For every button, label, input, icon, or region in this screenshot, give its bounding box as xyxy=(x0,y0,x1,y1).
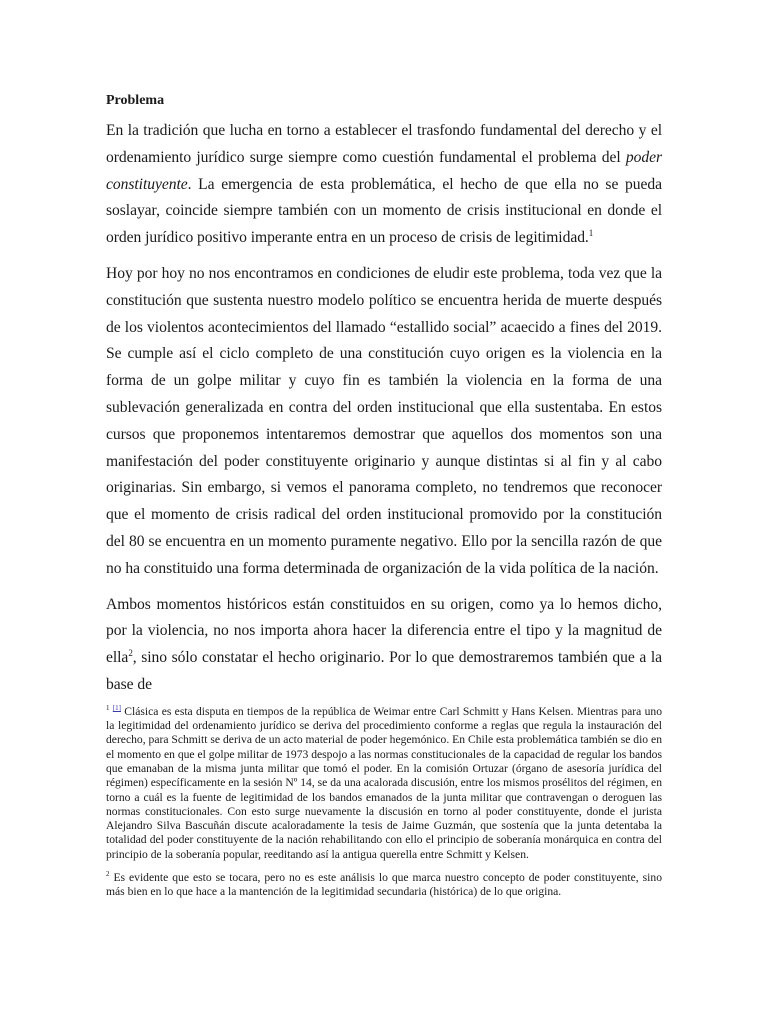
footnote-marker-1[interactable]: 1 xyxy=(588,228,594,238)
footnote-1-backlink[interactable]: [1] xyxy=(112,703,121,712)
section-heading: Problema xyxy=(106,93,165,108)
footnote-1-text: Clásica es esta disputa en tiempos de la república de Weimar entre Carl Schmitt y Hans Kelsen. Mientras para uno la legitimidad del ordenamiento jurídico se deriva del procedimiento conforme a reglas que regula la instauración del derecho, para Schmitt se deriva de un acto material de poder hegemónico. En Chile esta problemática también se dio en el momento en que el golpe militar de 1973 despojo a las normas constitucionales de la capacidad de regular los bandos que emanaban de la misma junta militar que tomó el poder. En la comisión Ortuzar (órgano de asesoría jurídica del régimen) específicamente en la sesión Nº 14, se da una acalorada discusión, entre los mismos prosélitos del régimen, en torno a cuál es la fuente de legitimidad de los bandos emanados de la junta militar que contravengan o deroguen las normas constitucionales. Con esto surge nuevamente la discusión en torno al poder constituyente, donde el jurista Alejandro Silva Bascuñán discute acaloradamente la tesis de Jaime Guzmán, que sostenía que la junta detentaba la totalidad del poder constituyente de la nación rehabilitando con ello el principio de soberanía monárquica en contra del principio de la soberanía popular, reeditando así la antigua querella entre Schmitt y Kelsen. xyxy=(106,704,662,861)
footnote-2 xyxy=(106,871,662,900)
paragraph-1-text-b: . La emergencia de esta problemática, el hecho de que ella no se pueda soslayar, coincide siempre también con un momento de crisis institucional en donde el orden jurídico positivo imperante entra en un proceso de crisis de legitimidad. xyxy=(106,175,662,247)
footnote-marker-2[interactable]: 2 xyxy=(128,647,133,658)
footnote-2-text: Es evidente que esto se tocara, pero no es este análisis lo que marca nuestro concepto de poder constituyente, sino más bien en lo que hace a la mantención de la legitimidad secundaria (histórica) de lo que origina. xyxy=(106,871,662,899)
paragraph-3-text-b: , sino sólo constatar el hecho originario. Por lo que demostraremos también que a la base de xyxy=(106,649,662,693)
paragraph-3-text-a: Ambos momentos históricos están constituidos en su origen, como ya lo hemos dicho, por la violencia, no nos importa ahora hacer la diferencia entre el tipo y la magnitud de ella xyxy=(106,595,662,667)
paragraph-1 xyxy=(106,118,662,252)
footnote-1 xyxy=(106,705,662,862)
footnote-1-number: 1 xyxy=(106,703,110,712)
footnotes-section xyxy=(106,705,662,900)
paragraph-1-italic-term: poder constituyente xyxy=(106,148,662,193)
paragraph-2: Hoy por hoy no nos encontramos en condiciones de eludir este problema, toda vez que la constitución que sustenta nuestro modelo político se encuentra herida de muerte después de los violentos acontecimientos del llamado “estallido social” acaecido a fines del 2019. Se cumple así el ciclo completo de una constitución cuyo origen es la violencia en la forma de un golpe militar y cuyo fin es también la violencia en la forma de una sublevación generalizada en contra del orden institucional que ella sustentaba. En estos cursos que proponemos intentaremos demostrar que aquellos dos momentos son una manifestación del poder constituyente originario y aunque distintas si al fin y al cabo originarias. Sin embargo, si vemos el panorama completo, no tendremos que reconocer que el momento de crisis radical del orden institucional promovido por la constitución del 80 se encuentra en un momento puramente negativo. Ello por la sencilla razón de que no ha constituido una forma determinada de organización de la vida política de la nación. xyxy=(106,264,662,577)
paragraph-3 xyxy=(106,592,662,699)
footnote-2-number: 2 xyxy=(106,870,110,879)
paragraph-1-text-a: En la tradición que lucha en torno a establecer el trasfondo fundamental del derecho y el ordenamiento jurídico surge siempre como cuestión fundamental el problema del xyxy=(106,122,662,166)
